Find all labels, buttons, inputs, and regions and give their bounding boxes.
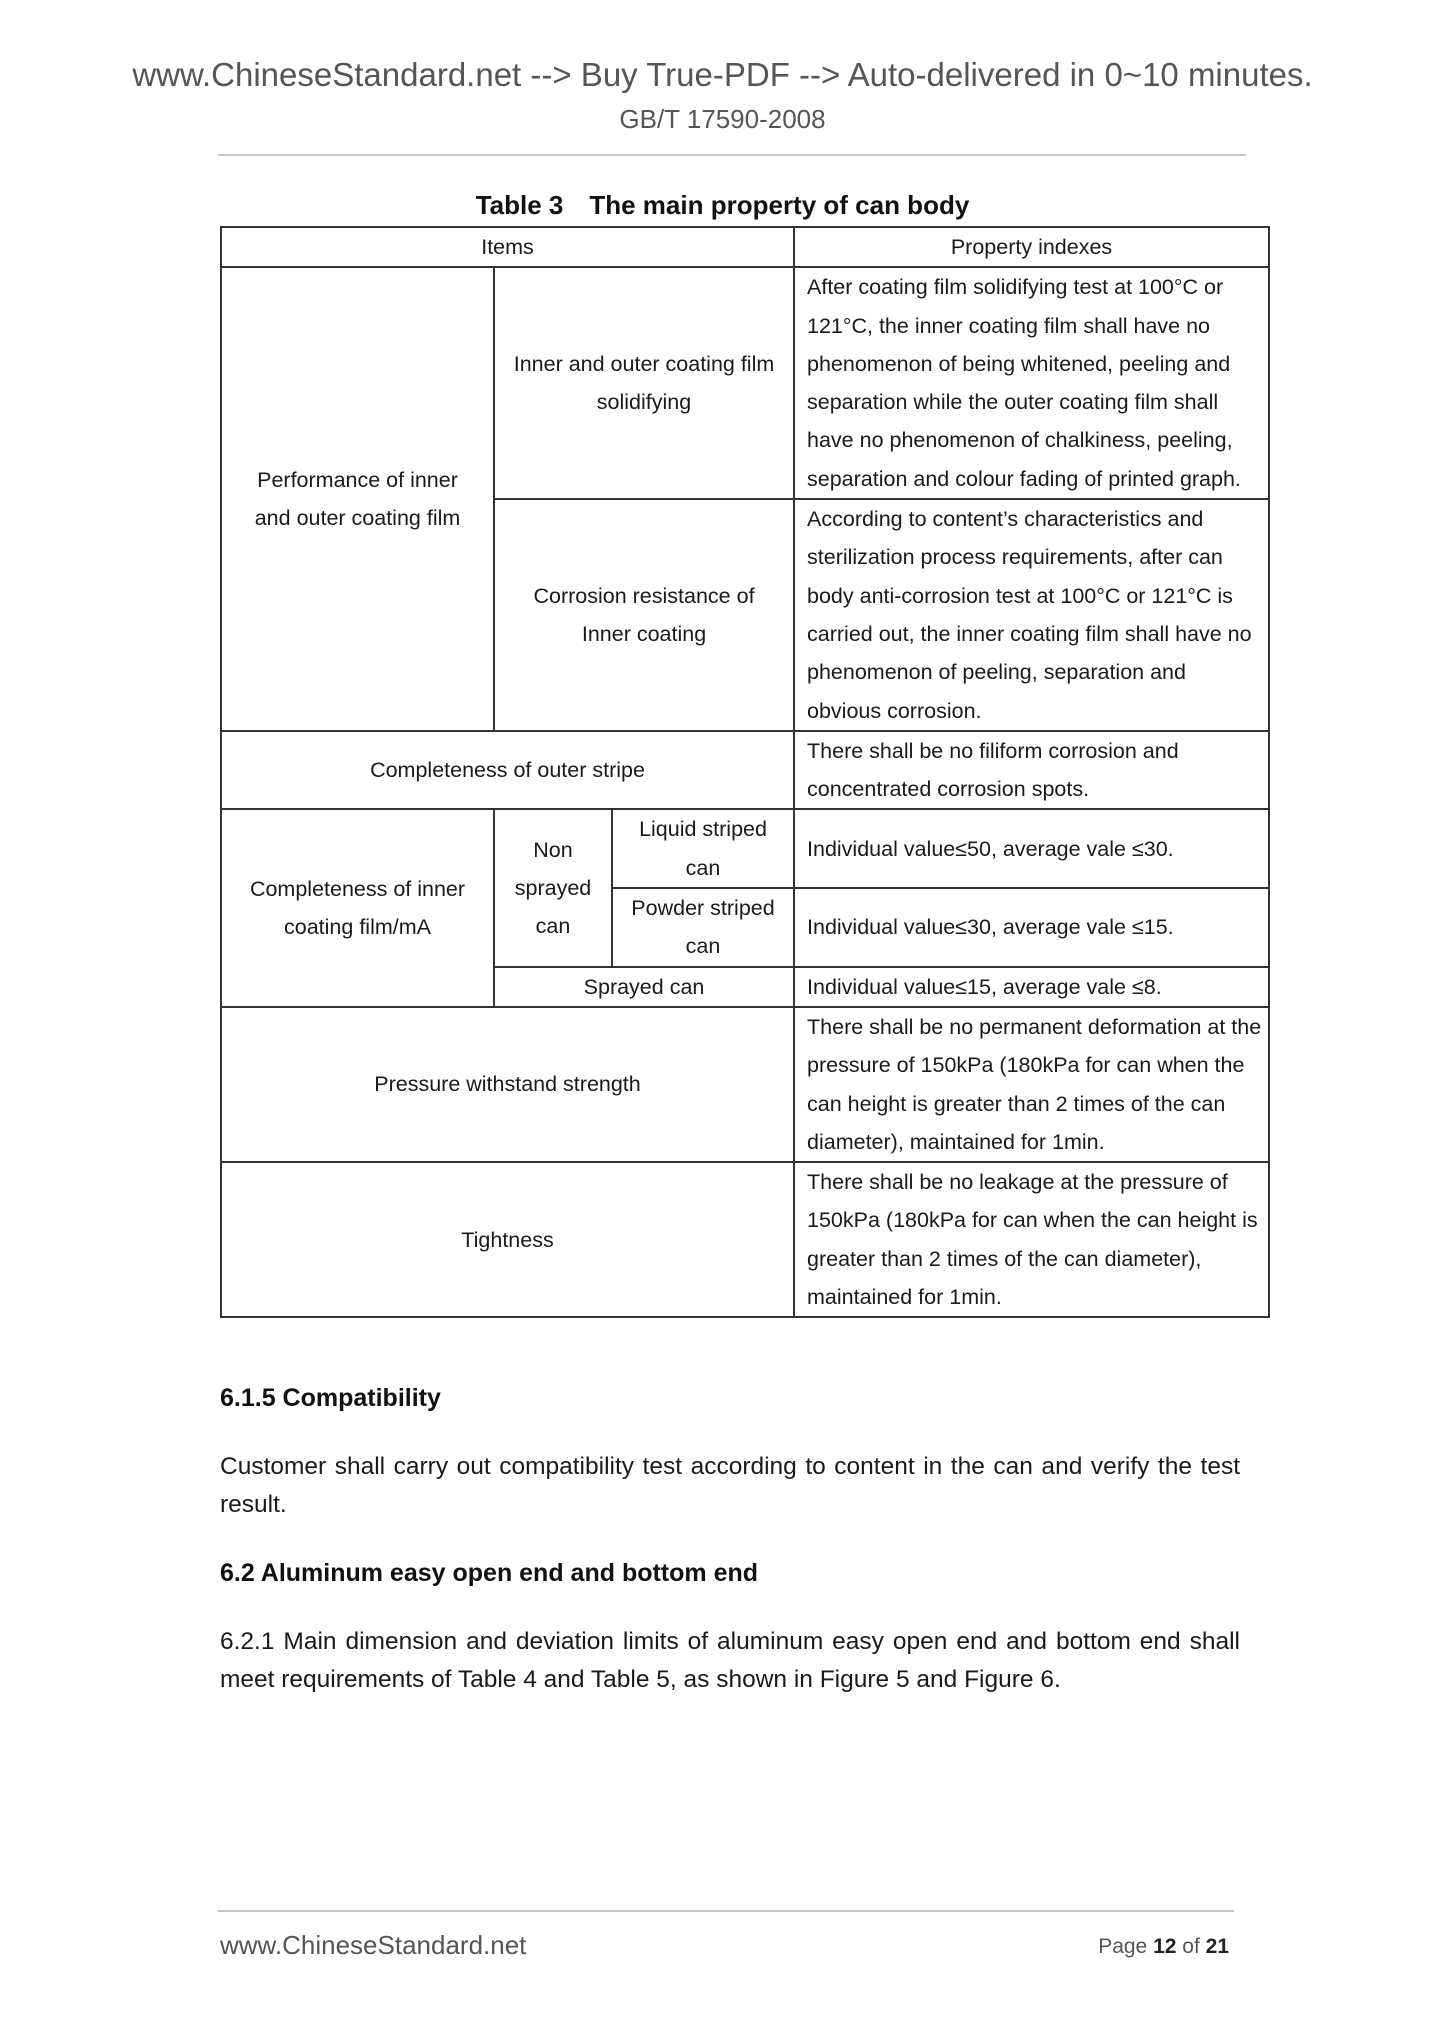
group-coating-performance: Performance of inner and outer coating film [221,267,494,731]
table-row [221,809,1269,888]
table-row [221,1162,1269,1317]
table-row [221,731,1269,810]
item-sprayed-can: Sprayed can [494,967,794,1007]
item-outer-stripe: Completeness of outer stripe [221,731,794,810]
page-of: of [1182,1935,1200,1958]
standard-code: GB/T 17590-2008 [619,104,826,134]
item-powder-striped: Powder striped can [612,888,794,967]
header-divider [218,154,1246,156]
property-liquid-striped: Individual value≤50, average vale ≤30. [794,809,1269,888]
table-title [0,190,1445,221]
property-powder-striped: Individual value≤30, average vale ≤15. [794,888,1269,967]
table-row [221,1007,1269,1162]
property-corrosion-resistance: According to content’s characteristics and sterilization process requirements, after can body anti-corrosion test at 100°C or 121°C is carried out, the inner coating film shall have no phenomenon of peeling, separation and obvious corrosion. [794,499,1269,731]
paragraph-aluminum-ends: 6.2.1 Main dimension and deviation limits of aluminum easy open end and bottom end shall meet requirements of Table 4 and Table 5, as shown in Figure 5 and Figure 6. [220,1628,1240,1693]
property-outer-stripe: There shall be no filiform corrosion and concentrated corrosion spots. [794,731,1269,810]
footer-site: www.ChineseStandard.net [220,1930,527,1960]
page-total: 21 [1205,1935,1229,1958]
page-label: Page [1098,1935,1148,1958]
table-number: Table 3 [475,190,564,220]
group-inner-film: Completeness of inner coating film/mA [221,809,494,1006]
header-items: Items [221,227,794,267]
property-sprayed-can: Individual value≤15, average vale ≤8. [794,967,1269,1007]
property-tightness: There shall be no leakage at the pressure of 150kPa (180kPa for can when the can height is greater than 2 times of the can diameter), maintained for 1min. [794,1162,1269,1317]
page-current: 12 [1153,1935,1177,1958]
property-coating-solidifying: After coating film solidifying test at 100°C or 121°C, the inner coating film shall have no phenomenon of being whitened, peeling and separation while the outer coating film shall have no phenomenon of chalkiness, peeling, separation and colour fading of printed graph. [794,267,1269,499]
item-non-sprayed-can: Non sprayed can [494,809,612,966]
item-coating-solidifying: Inner and outer coating film solidifying [494,267,794,499]
item-tightness: Tightness [221,1162,794,1317]
table-header-row [221,227,1269,267]
property-table [220,226,1270,1318]
item-liquid-striped: Liquid striped can [612,809,794,888]
item-corrosion-resistance: Corrosion resistance of Inner coating [494,499,794,731]
property-pressure: There shall be no permanent deformation at the pressure of 150kPa (180kPa for can when the can height is greater than 2 times of the can diameter), maintained for 1min. [794,1007,1269,1162]
page-indicator [1098,1935,1229,1959]
item-pressure: Pressure withstand strength [221,1007,794,1162]
heading-aluminum-ends: 6.2 Aluminum easy open end and bottom end [220,1559,759,1587]
header-property: Property indexes [794,227,1269,267]
table-row [221,267,1269,499]
header-banner: www.ChineseStandard.net --> Buy True-PDF --> Auto-delivered in 0~10 minutes. [132,56,1313,93]
paragraph-compatibility: Customer shall carry out compatibility test according to content in the can and verify the test result. [220,1453,1240,1518]
heading-compatibility: 6.1.5 Compatibility [220,1384,441,1412]
footer-divider [218,1910,1234,1912]
table-caption: The main property of can body [589,190,970,220]
